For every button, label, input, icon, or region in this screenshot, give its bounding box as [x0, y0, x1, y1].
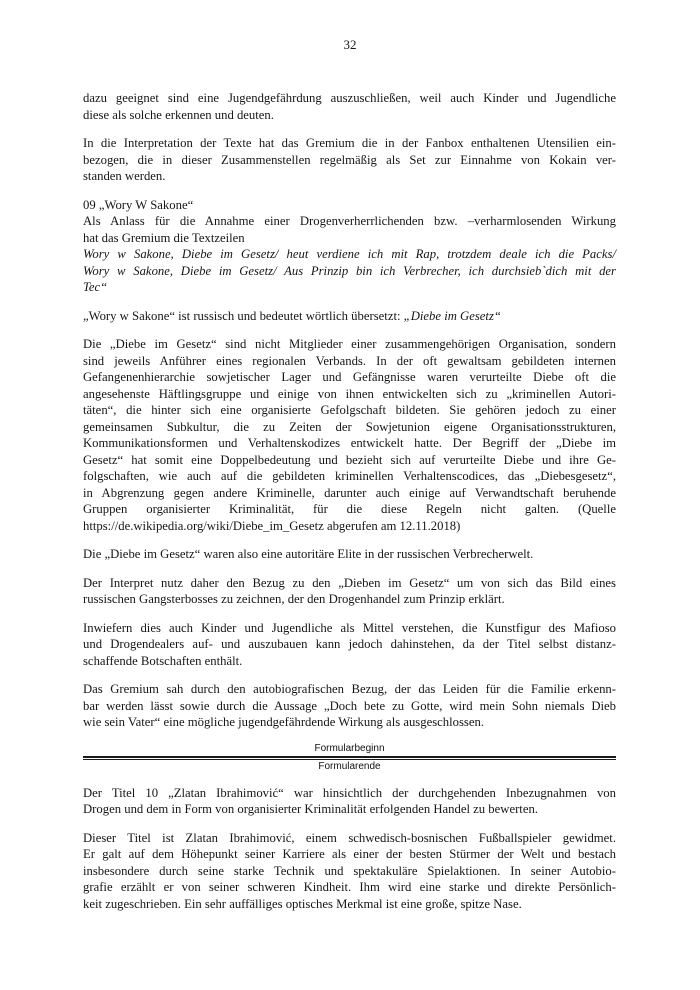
text-line: [83, 636, 616, 653]
paragraph: [83, 308, 616, 325]
body-text: folgschaften, wie auch auf die gebildeten kriminellen Verhaltenscodices, das „Diebesgesetz“,: [83, 469, 616, 483]
text-line: [83, 896, 616, 913]
body-text: 09 „Wory W Sakone“: [83, 197, 194, 212]
body-text: Drogen und dem in Form von organisierter Kriminalität erfolgenden Handel zu bewerten.: [83, 802, 538, 816]
lyric-line: [83, 246, 616, 263]
body-text: grafie erzählt er von seiner schweren Kindheit. Ihm wird eine starke und direkte Persönlich-: [83, 880, 616, 894]
text-line: [83, 419, 616, 436]
text-line: [83, 591, 616, 608]
paragraph: [83, 135, 616, 185]
paragraph: [83, 785, 616, 818]
text-line: [83, 369, 616, 386]
paragraph: [83, 830, 616, 913]
section-heading-09: [83, 197, 616, 214]
body-text: Gesetz“ hat somit eine Doppelbedeutung und bezieht sich auf verurteilte Diebe und ihre Ge-: [83, 452, 616, 467]
body-text: Der Titel 10 „Zlatan Ibrahimović“ war hinsichtlich der durchgehenden Inbezugnahmen von: [83, 785, 616, 800]
text-line: [83, 620, 616, 637]
text-line: [83, 546, 616, 563]
text-line: [83, 435, 616, 452]
body-text: in Abgrenzung gegen andere Kriminelle, darunter auch einige auf Verwandtschaft beruhende: [83, 485, 616, 500]
text-line: [83, 90, 616, 107]
text-line: [83, 336, 616, 353]
body-text: bar werden lässt sowie durch die Aussage „Doch bete zu Gotte, wird mein Sohn niemals Dieb: [83, 698, 616, 713]
lyric-line: [83, 279, 616, 296]
body-text: Der Interpret nutz daher den Bezug zu den „Dieben im Gesetz“ um von sich das Bild eines: [83, 575, 616, 590]
text-line: [83, 846, 616, 863]
document-body: [83, 90, 616, 924]
page-number: 32: [343, 37, 357, 52]
body-text: diese als solche erkennen und deuten.: [83, 107, 274, 122]
body-text: Er galt auf dem Höhepunkt seiner Karriere als einer der besten Stürmer der Welt und bestach: [83, 847, 616, 861]
text-line: [83, 168, 616, 185]
form-end-label: Formularende: [318, 760, 381, 772]
body-text: und Drogendealers auf- und auszubauen kann jedoch dahinstehen, da der Titel selbst distanz-: [83, 637, 616, 651]
body-text: schaffende Botschaften enthält.: [83, 653, 243, 668]
body-text: Kommunikationsformen und Verhaltenskodizes entwickelt hatte. Der Begriff der „Diebe im: [83, 436, 616, 450]
body-text: keit zugeschrieben. Ein sehr auffälliges optisches Merkmal ist eine große, spitze Nase.: [83, 896, 522, 911]
text-line: [83, 714, 616, 731]
body-text: Gruppen organisierter Kriminalität, für die diese Regeln nicht galten. (Quelle: [83, 502, 616, 516]
body-text: Als Anlass für die Annahme einer Drogenverherrlichenden bzw. –verharmlosenden Wirkung: [83, 214, 616, 228]
text-line: [83, 863, 616, 880]
source-url-line: [83, 518, 616, 535]
body-text: dazu geeignet sind eine Jugendgefährdung auszuschließen, weil auch Kinder und Jugendliche: [83, 91, 616, 105]
body-text: Dieser Titel ist Zlatan Ibrahimović, einem schwedisch-bosnischen Fußballspieler gewidmet.: [83, 830, 616, 845]
body-text: Die „Diebe im Gesetz“ waren also eine autoritäre Elite in der russischen Verbrecherwelt.: [83, 547, 534, 561]
text-line: [83, 353, 616, 370]
body-text: gemeinsamen Subkultur, die zu Zeiten der Sowjetunion eigene Organisationsstrukturen,: [83, 419, 616, 434]
italic-text: Tec“: [83, 280, 108, 294]
paragraph: [83, 681, 616, 731]
italic-text: Wory w Sakone, Diebe im Gesetz/ Aus Prinzip bin ich Verbrecher, ich durchsieb`dich mit der: [83, 263, 616, 278]
paragraph: [83, 575, 616, 608]
text-line: [83, 107, 616, 124]
body-text: insbesondere durch seine starke Technik und spektakuläre Spielaktionen. In seiner Autobio-: [83, 863, 616, 878]
text-line: [83, 575, 616, 592]
body-text: bezogen, die in dieser Zusammenstellen regelmäßig als Set zur Einnahme von Kokain ver-: [83, 152, 616, 167]
italic-text: Wory w Sakone, Diebe im Gesetz/ heut verdiene ich mit Rap, trotzdem deale ich die Packs/: [83, 247, 616, 261]
text-line: [83, 452, 616, 469]
text-line: [83, 879, 616, 896]
text-line: [83, 135, 616, 152]
body-text: Das Gremium sah durch den autobiografischen Bezug, der das Leiden für die Familie erkenn-: [83, 682, 616, 696]
text-line: [83, 830, 616, 847]
italic-text: „Diebe im Gesetz“: [403, 308, 501, 323]
text-line: [83, 213, 616, 230]
text-line: [83, 501, 616, 518]
paragraph: [83, 336, 616, 534]
lyric-line: [83, 263, 616, 280]
form-marker-block: [83, 743, 616, 773]
text-line: [83, 402, 616, 419]
body-text: russischen Gangsterbosses zu zeichnen, der den Drogenhandel zum Prinzip erklärt.: [83, 592, 505, 606]
body-text: Die „Diebe im Gesetz“ sind nicht Mitglieder einer zusammengehörigen Organisation, sondern: [83, 337, 616, 351]
body-text: sind jeweils Anführer eines regionalen Verbands. In der oft gewaltsam gebildeten internen: [83, 353, 616, 368]
body-text: „Wory w Sakone“ ist russisch und bedeutet wörtlich übersetzt:: [83, 308, 404, 323]
body-text: standen werden.: [83, 169, 166, 183]
body-text: wie sein Vater“ eine mögliche jugendgefährdende Wirkung als ausgeschlossen.: [83, 715, 485, 729]
text-line: [83, 681, 616, 698]
text-line: [83, 653, 616, 670]
text-line: [83, 698, 616, 715]
body-text: täten“, die hinter sich eine organisierte Gefolgschaft bildeten. Sie gehören jedoch zu einer: [83, 403, 616, 417]
paragraph: [83, 90, 616, 123]
text-line: [83, 386, 616, 403]
form-begin-label: Formularbeginn: [314, 742, 385, 754]
body-text: angesehenste Häftlingsgruppe und einige von ihnen entwickelten sich zu „kriminellen Autori-: [83, 386, 616, 401]
text-line: [83, 230, 616, 247]
body-text: In die Interpretation der Texte hat das Gremium die in der Fanbox enthaltenen Utensilien ein-: [83, 136, 616, 150]
body-text: https://de.wikipedia.org/wiki/Diebe_im_Gesetz abgerufen am 12.11.2018): [83, 518, 461, 533]
text-line: [83, 468, 616, 485]
body-text: Gefangenenhierarchie sowjetischer Lager und Gefängnisse waren verurteilte Diebe oft die: [83, 370, 616, 384]
text-line: [83, 485, 616, 502]
form-divider-rule: [83, 756, 616, 760]
text-line: [83, 152, 616, 169]
paragraph: [83, 197, 616, 296]
paragraph: [83, 620, 616, 670]
body-text: Inwiefern dies auch Kinder und Jugendliche als Mittel verstehen, die Kunstfigur des Mafioso: [83, 620, 616, 635]
text-line: [83, 785, 616, 802]
paragraph: [83, 546, 616, 563]
translation-line: [83, 308, 616, 325]
body-text: hat das Gremium die Textzeilen: [83, 230, 245, 245]
text-line: [83, 801, 616, 818]
